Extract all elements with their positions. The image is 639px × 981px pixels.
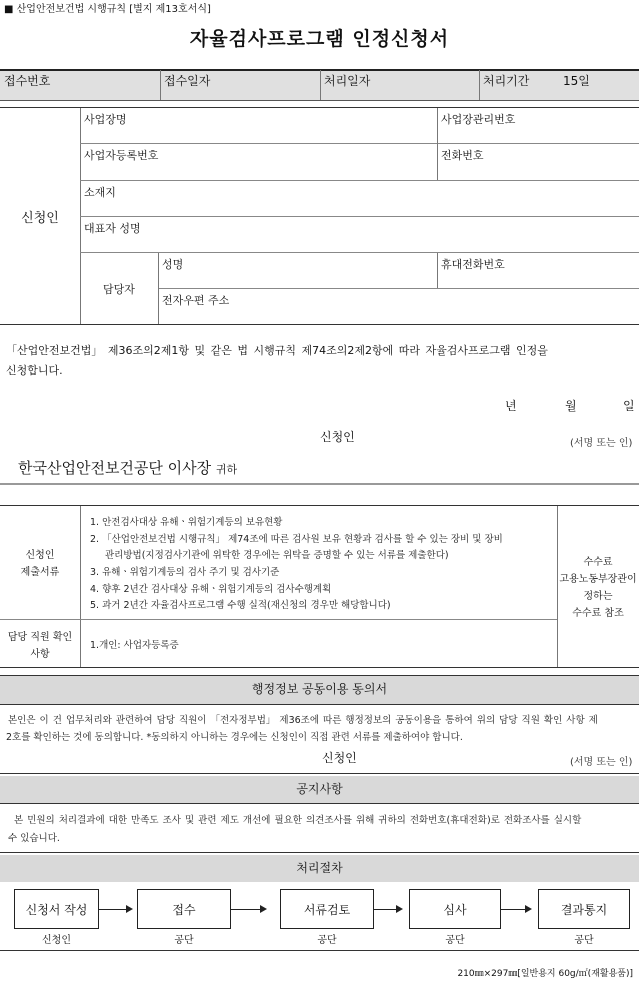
processed-date-label: 처리일자 (324, 74, 371, 88)
statement-line-2: 신청합니다. (6, 364, 63, 377)
consent-title-band (0, 675, 639, 704)
consent-signer-label: 신청인 (322, 751, 357, 765)
date-day-label: 일 (623, 399, 635, 413)
procedure-title-band (0, 855, 639, 882)
signature-note[interactable]: (서명 또는 인) (570, 438, 633, 449)
consent-line-1: 본인은 이 건 업무처리와 관련하여 담당 직원이 「전자정부법」 제36조에 따른 행정정보의 공동이용을 통하여 위의 담당 직원 확인 사항 제 (8, 715, 598, 726)
addressee-suffix: 귀하 (215, 463, 238, 476)
procedure-actor: 신청인 (42, 935, 71, 946)
procedure-actor: 공단 (445, 935, 465, 946)
documents-label-2: 제출서류 (20, 567, 60, 578)
officer-check-item: 1.개인: 사업자등록증 (90, 640, 179, 651)
fee-line-2: 고용노동부장관이 (559, 574, 637, 585)
document-item: 관리방법(지정검사기관에 위탁한 경우에는 위탁을 증명할 수 있는 서류를 제출한다) (105, 550, 449, 561)
officer-check-label-1: 담당 직원 확인 (7, 632, 73, 643)
flow-arrow-icon (374, 909, 401, 910)
notice-title-band (0, 776, 639, 803)
notice-line-1: 본 민원의 처리결과에 대한 만족도 조사 및 관련 제도 개선에 필요한 의견조사를 위해 귀하의 전화번호(휴대전화)로 전화조사를 실시할 (14, 815, 582, 826)
fee-line-1: 수수료 (583, 557, 613, 568)
workplace-name-field[interactable]: 사업장명 (84, 113, 127, 126)
notice-line-2: 수 있습니다. (8, 833, 60, 844)
document-item: 3. 유해ㆍ위험기계등의 검사 주기 및 검사기준 (90, 567, 280, 578)
procedure-step-box: 접수 (137, 889, 231, 929)
procedure-step-box: 결과통지 (538, 889, 630, 929)
document-item: 2. 「산업안전보건법 시행규칙」 제74조에 따른 검사원 보유 현황과 검사를 할 수 있는 장비 및 장비 (90, 534, 503, 545)
procedure-actor: 공단 (574, 935, 594, 946)
business-reg-no-field[interactable]: 사업자등록번호 (84, 149, 159, 162)
receipt-date-label: 접수일자 (164, 74, 211, 88)
phone-field[interactable]: 전화번호 (441, 149, 484, 162)
processing-period-value: 15일 (563, 74, 590, 88)
date-month-label: 월 (565, 399, 577, 413)
date-year-label: 년 (505, 399, 517, 413)
flow-arrow-icon (99, 909, 131, 910)
documents-label-1: 신청인 (25, 550, 55, 561)
paper-spec-footer: 210㎜×297㎜[일반용지 60g/㎡(재활용품)] (457, 969, 633, 979)
applicant-section-label: 신청인 (21, 211, 59, 226)
receipt-number-label: 접수번호 (4, 74, 51, 88)
processing-period-label: 처리기간 (483, 74, 530, 88)
procedure-step-box: 서류검토 (280, 889, 374, 929)
procedure-title: 처리절차 (296, 861, 343, 875)
officer-check-label-2: 사항 (30, 649, 50, 660)
contact-person-label: 담당자 (103, 283, 135, 296)
email-field[interactable]: 전자우편 주소 (162, 294, 230, 307)
mobile-field[interactable]: 휴대전화번호 (441, 258, 505, 271)
document-item: 5. 과거 2년간 자율검사프로그램 수행 실적(재신청의 경우만 해당합니다) (90, 600, 391, 611)
form-reference-note: ■ 산업안전보건법 시행규칙 [별지 제13호서식] (4, 4, 211, 15)
consent-line-2: 2호를 확인하는 것에 동의합니다. *동의하지 아니하는 경우에는 신청인이 직접 관련 서류를 제출하여야 합니다. (6, 732, 463, 743)
procedure-actor: 공단 (174, 935, 194, 946)
procedure-actor: 공단 (317, 935, 337, 946)
page-title: 자율검사프로그램 인정신청서 (189, 28, 450, 50)
notice-title: 공지사항 (296, 782, 343, 796)
document-item: 4. 향후 2년간 검사대상 유해ㆍ위험기계등의 검사수행계획 (90, 584, 332, 595)
statement-line-1: 「산업안전보건법」 제36조의2제1항 및 같은 법 시행규칙 제74조의2제2항에 따라 자율검사프로그램 인정을 (6, 344, 548, 357)
procedure-step-box: 신청서 작성 (14, 889, 99, 929)
flow-arrow-icon (231, 909, 265, 910)
procedure-step-box: 심사 (409, 889, 501, 929)
consent-signature-note[interactable]: (서명 또는 인) (570, 757, 633, 768)
document-item: 1. 안전검사대상 유해ㆍ위험기계등의 보유현황 (90, 517, 283, 528)
signer-label: 신청인 (320, 430, 355, 444)
representative-field[interactable]: 대표자 성명 (84, 222, 141, 235)
fee-line-4: 수수료 참조 (572, 608, 624, 619)
address-field[interactable]: 소재지 (84, 186, 116, 199)
contact-name-field[interactable]: 성명 (162, 258, 184, 271)
flow-arrow-icon (501, 909, 530, 910)
addressee (18, 457, 237, 478)
addressee-name: 한국산업안전보건공단 이사장 (18, 459, 212, 477)
workplace-mgmt-no-field[interactable]: 사업장관리번호 (441, 113, 516, 126)
consent-title: 행정정보 공동이용 동의서 (251, 682, 388, 696)
fee-line-3: 정하는 (583, 591, 613, 602)
